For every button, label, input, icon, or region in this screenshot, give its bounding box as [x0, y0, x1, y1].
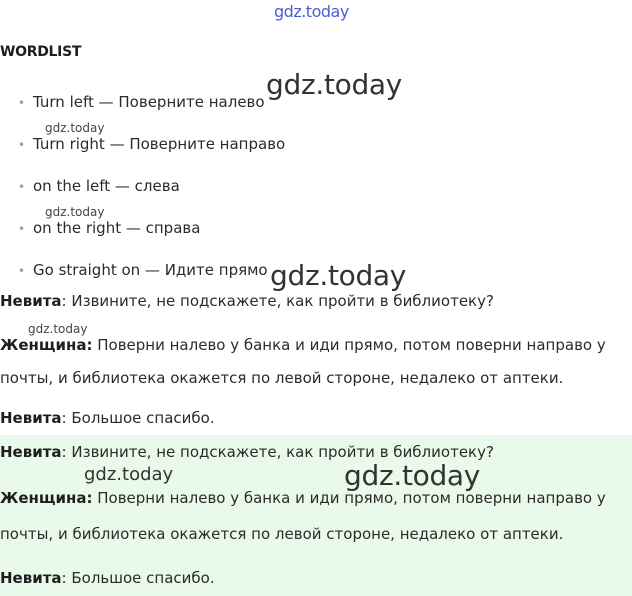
watermark-top: gdz.today — [274, 2, 349, 21]
wordlist-item: • on the right — справа — [18, 219, 201, 237]
watermark: gdz.today — [84, 464, 174, 485]
wordlist-heading: WORDLIST — [0, 44, 82, 60]
wordlist-item: • Go straight on — Идите прямо — [18, 261, 268, 279]
wordlist-item: • Turn left — Поверните налево — [18, 93, 265, 111]
dialogue-line: почты, и библиотека окажется по левой стороне, недалеко от аптеки. — [0, 369, 564, 387]
dialogue-line: почты, и библиотека окажется по левой стороне, недалеко от аптеки. — [0, 525, 564, 543]
watermark: gdz.today — [45, 121, 105, 135]
dialogue-line: Невита: Большое спасибо. — [0, 409, 215, 427]
bullet-icon: • — [18, 264, 26, 278]
wordlist-item: • on the left — слева — [18, 177, 180, 195]
dialogue-line: Невита: Извините, не подскажете, как пройти в библиотеку? — [0, 443, 494, 461]
bullet-icon: • — [18, 138, 26, 152]
bullet-icon: • — [18, 180, 26, 194]
wordlist-item: • Turn right — Поверните направо — [18, 135, 286, 153]
speaker-name: Женщина: — [0, 336, 93, 354]
watermark: gdz.today — [344, 459, 481, 492]
watermark: gdz.today — [45, 205, 105, 219]
speaker-name: Невита — [0, 443, 62, 461]
dialogue-line: Женщина: Поверни налево у банка и иди прямо, потом поверни направо у — [0, 336, 606, 354]
speaker-name: Невита — [0, 569, 62, 587]
watermark: gdz.today — [266, 68, 403, 101]
speaker-name: Невита — [0, 292, 62, 310]
watermark: gdz.today — [28, 322, 88, 336]
bullet-icon: • — [18, 96, 26, 110]
speaker-name: Невита — [0, 409, 62, 427]
dialogue-line: Невита: Большое спасибо. — [0, 569, 215, 587]
bullet-icon: • — [18, 222, 26, 236]
watermark: gdz.today — [270, 259, 407, 292]
dialogue-line: Женщина: Поверни налево у банка и иди прямо, потом поверни направо у — [0, 489, 606, 507]
dialogue-line: Невита: Извините, не подскажете, как пройти в библиотеку? — [0, 292, 494, 310]
speaker-name: Женщина: — [0, 489, 93, 507]
